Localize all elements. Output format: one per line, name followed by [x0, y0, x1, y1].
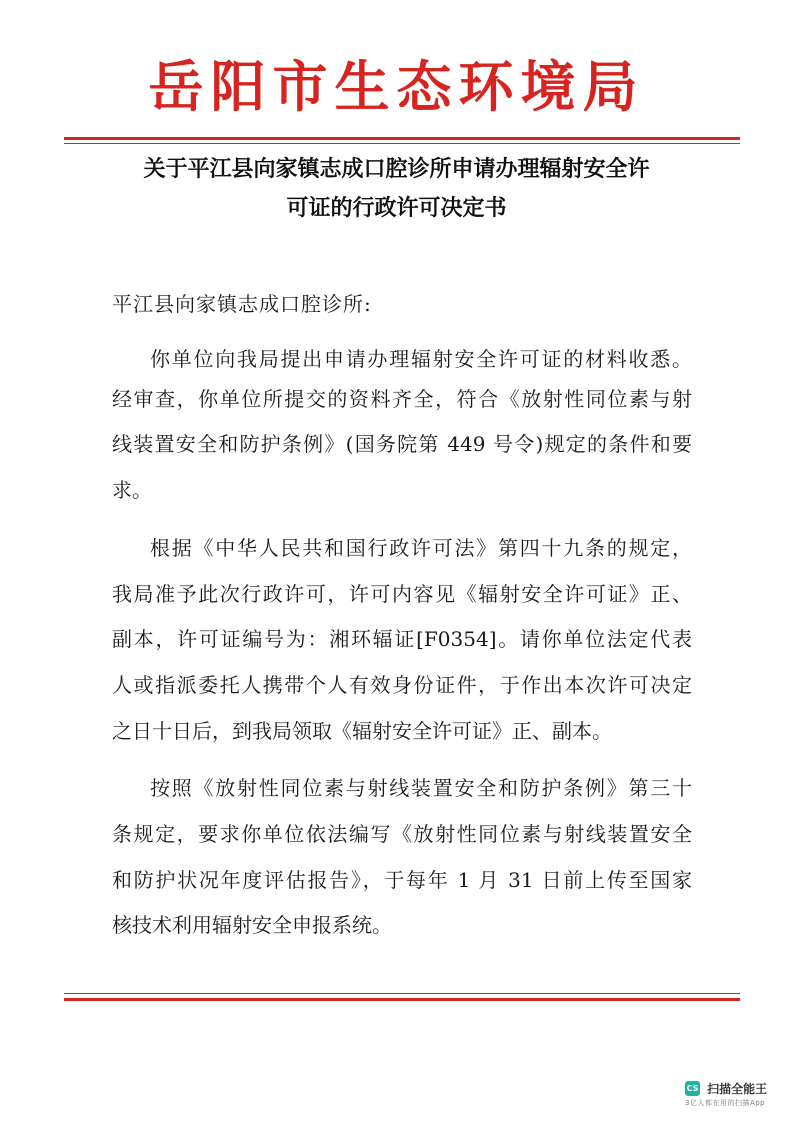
- camscanner-logo-icon: CS: [685, 1081, 700, 1096]
- body-line: 我局准予此次行政许可，许可内容见《辐射安全许可证》正、: [112, 582, 692, 606]
- body-line: 副本，许可证编号为：湘环辐证[F0354]。请你单位法定代表: [112, 627, 692, 651]
- letterhead-title: 岳阳市生态环境局: [148, 54, 645, 119]
- document-title-line-2: 可证的行政许可决定书: [286, 195, 507, 221]
- body-line: 之日十日后，到我局领取《辐射安全许可证》正、副本。: [112, 719, 612, 743]
- body-line: 求。: [112, 478, 152, 502]
- recipient-salutation: 平江县向家镇志成口腔诊所:: [112, 292, 372, 316]
- body-line: 经审查，你单位所提交的资料齐全，符合《放射性同位素与射: [112, 387, 692, 411]
- body-line: 人或指派委托人携带个人有效身份证件，于作出本次许可决定: [112, 673, 692, 697]
- document-title-line-1: 关于平江县向家镇志成口腔诊所申请办理辐射安全许: [143, 156, 650, 182]
- letterhead-divider-thin: [64, 143, 740, 144]
- body-line: 核技术利用辐射安全申报系统。: [112, 913, 392, 937]
- scanner-watermark: [685, 1078, 785, 1108]
- footer-divider-thin: [64, 993, 740, 994]
- body-line: 按照《放射性同位素与射线装置安全和防护条例》第三十: [150, 776, 692, 800]
- body-line: 你单位向我局提出申请办理辐射安全许可证的材料收悉。: [150, 347, 692, 371]
- watermark-tagline: 3亿人都在用的扫描App: [685, 1099, 766, 1107]
- body-line: 条规定，要求你单位依法编写《放射性同位素与射线装置安全: [112, 822, 692, 846]
- footer-divider-thick: [64, 998, 740, 1001]
- body-line: 和防护状况年度评估报告》，于每年 1 月 31 日前上传至国家: [112, 868, 692, 892]
- body-line: 线装置安全和防护条例》(国务院第 449 号令)规定的条件和要: [112, 432, 692, 456]
- body-line: 根据《中华人民共和国行政许可法》第四十九条的规定，: [150, 536, 692, 560]
- letterhead-divider-thick: [64, 137, 740, 140]
- watermark-app-name: 扫描全能王: [707, 1082, 768, 1096]
